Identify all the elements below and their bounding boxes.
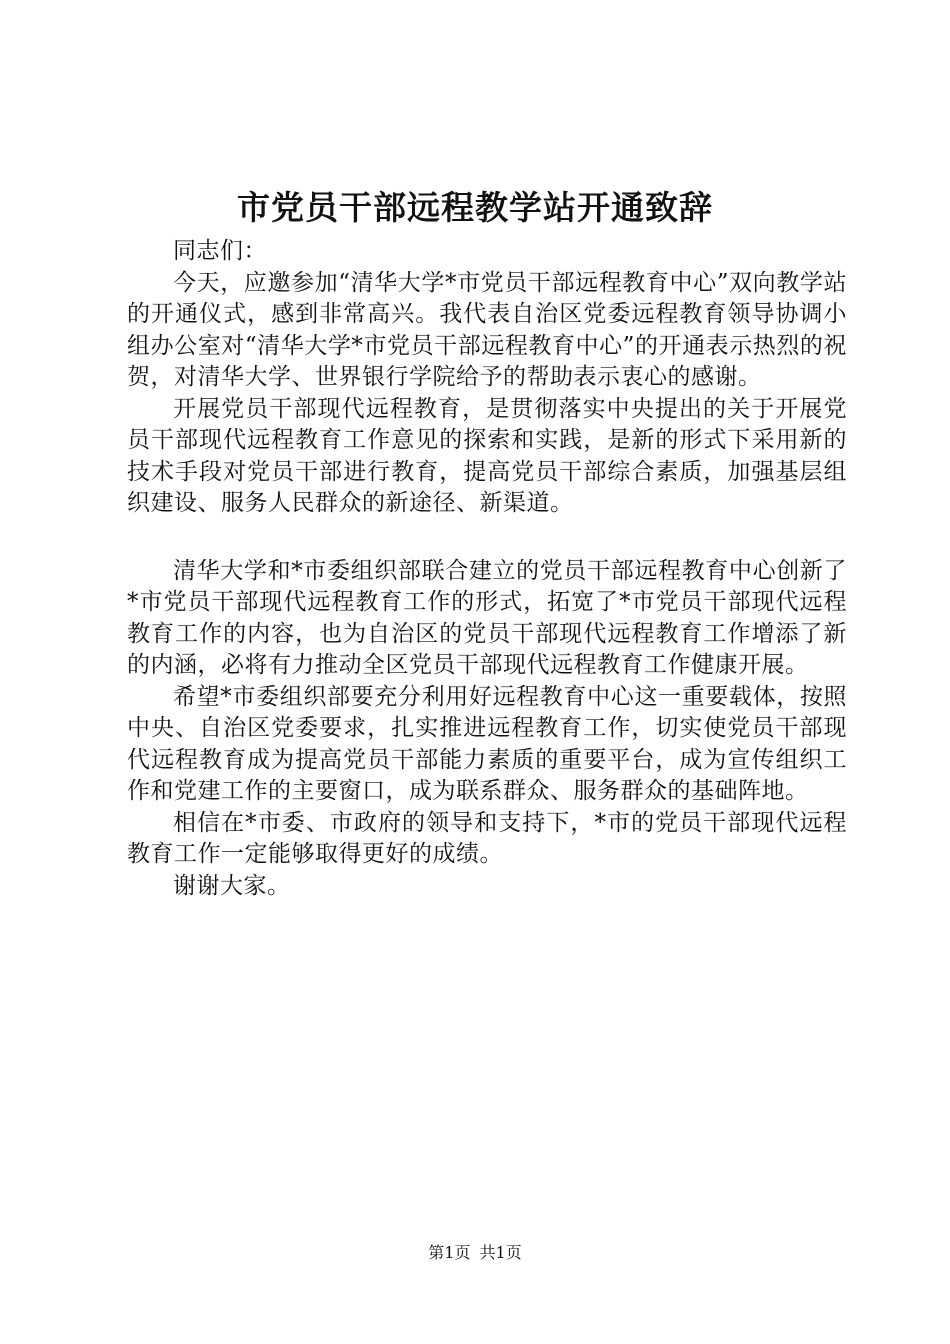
body-paragraph-4: 希望*市委组织部要充分利用好远程教育中心这一重要载体，按照中央、自治区党委要求，扎实推进远程教育工作，切实使党员干部现代远程教育成为提高党员干部能力素质的重要平台，成为宣传组织工作和党建工作的主要窗口，成为联系群众、服务群众的基础阵地。 — [127, 683, 847, 804]
salutation-paragraph: 同志们： — [173, 238, 267, 264]
page-total: 共1页 — [479, 1243, 522, 1262]
document-title: 市党员干部远程教学站开通致辞 — [237, 188, 713, 227]
page-footer — [0, 1242, 950, 1264]
page-number: 第1页 — [428, 1243, 471, 1262]
closing-paragraph: 谢谢大家。 — [173, 872, 291, 899]
body-paragraph-5: 相信在*市委、市政府的领导和支持下，*市的党员干部现代远程教育工作一定能够取得更好的成绩。 — [127, 809, 847, 867]
body-paragraph-2: 开展党员干部现代远程教育，是贯彻落实中央提出的关于开展党员干部现代远程教育工作意见的探索和实践，是新的形式下采用新的技术手段对党员干部进行教育，提高党员干部综合素质，加强基层组织建设、服务人民群众的新途径、新渠道。 — [127, 395, 847, 516]
body-paragraph-1: 今天，应邀参加“清华大学*市党员干部远程教育中心”双向教学站的开通仪式，感到非常高兴。我代表自治区党委远程教育领导协调小组办公室对“清华大学*市党员干部远程教育中心”的开通表示热烈的祝贺，对清华大学、世界银行学院给予的帮助表示衷心的感谢。 — [127, 269, 847, 390]
document-body — [127, 236, 847, 902]
body-paragraph-3: 清华大学和*市委组织部联合建立的党员干部远程教育中心创新了*市党员干部现代远程教育工作的形式，拓宽了*市党员干部现代远程教育工作的内容，也为自治区的党员干部现代远程教育工作增添了新的内涵，必将有力推动全区党员干部现代远程教育工作健康开展。 — [127, 557, 847, 678]
